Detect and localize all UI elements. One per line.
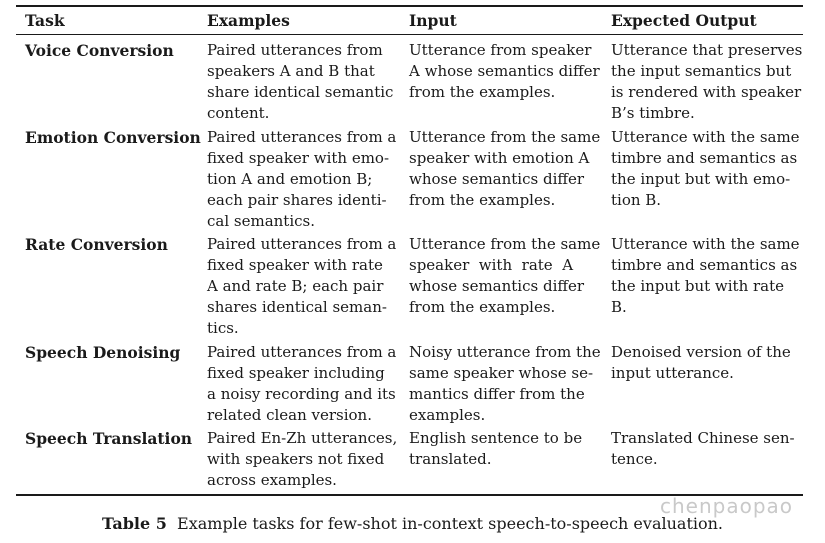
expected-output-cell: Utterance with the same timbre and semantics as the input but with rate B. bbox=[611, 235, 800, 316]
expected-output-cell: Denoised version of the input utterance. bbox=[611, 343, 791, 382]
task-name: Speech Denoising bbox=[25, 343, 181, 362]
table-header-rule bbox=[16, 34, 803, 35]
input-cell: Utterance from speaker A whose semantics differ from the examples. bbox=[409, 41, 600, 101]
examples-cell: Paired utterances from speakers A and B that share identical semantic content. bbox=[207, 41, 394, 122]
expected-output-cell: Translated Chinese sen- tence. bbox=[611, 429, 795, 468]
table-caption bbox=[0, 514, 825, 534]
table-top-rule bbox=[16, 5, 803, 7]
task-name: Speech Translation bbox=[25, 429, 193, 448]
watermark-text: chenpaopao bbox=[660, 494, 794, 518]
input-cell: English sentence to be translated. bbox=[409, 429, 583, 468]
header-expected-output: Expected Output bbox=[611, 11, 757, 30]
header-task: Task bbox=[25, 11, 65, 30]
examples-cell: Paired utterances from a fixed speaker including a noisy recording and its related clean version. bbox=[207, 343, 397, 424]
expected-output-cell: Utterance with the same timbre and semantics as the input but with emo- tion B. bbox=[611, 128, 800, 209]
expected-output-cell: Utterance that preserves the input semantics but is rendered with speaker B’s timbre. bbox=[611, 41, 803, 122]
task-name: Emotion Conversion bbox=[25, 128, 201, 147]
examples-cell: Paired utterances from a fixed speaker with rate A and rate B; each pair shares identical seman- tics. bbox=[207, 235, 397, 337]
caption-text: Example tasks for few-shot in-context speech-to-speech evaluation. bbox=[177, 514, 724, 533]
header-input: Input bbox=[409, 11, 457, 30]
task-name: Voice Conversion bbox=[25, 41, 174, 60]
input-cell: Utterance from the same speaker with emotion A whose semantics differ from the examples. bbox=[409, 128, 601, 209]
header-examples: Examples bbox=[207, 11, 290, 30]
input-cell: Utterance from the same speaker with rate A whose semantics differ from the examples. bbox=[409, 235, 601, 316]
examples-cell: Paired utterances from a fixed speaker with emo- tion A and emotion B; each pair shares identi- cal semantics. bbox=[207, 128, 397, 230]
input-cell: Noisy utterance from the same speaker whose se- mantics differ from the examples. bbox=[409, 343, 601, 424]
examples-cell: Paired En-Zh utterances, with speakers not fixed across examples. bbox=[207, 429, 398, 489]
task-name: Rate Conversion bbox=[25, 235, 168, 254]
caption-label: Table 5 bbox=[101, 514, 167, 533]
